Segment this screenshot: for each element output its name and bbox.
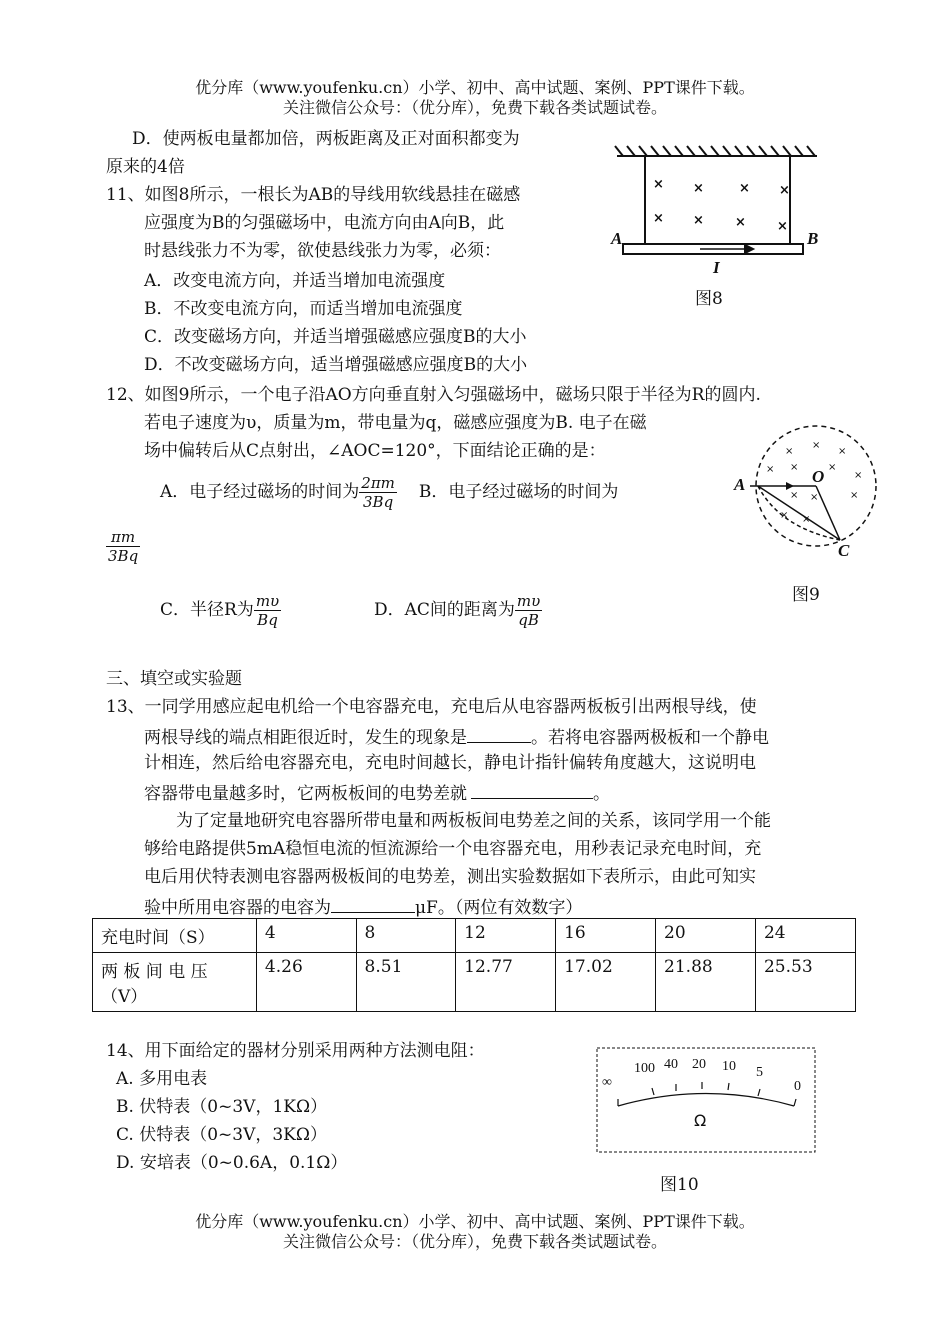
q12-option-b-text: B．电子经过磁场的时间为 [418, 482, 619, 502]
q13-line-4 [144, 780, 610, 805]
fig9-label-a: A [734, 475, 746, 494]
q13-line-4-post: 。 [593, 784, 610, 804]
q13-line-8-pre: 验中所用电容器的电容为 [144, 898, 331, 918]
q12-option-c-fraction [254, 592, 281, 629]
q10-option-d-line-2: 原来的4倍 [106, 157, 185, 177]
fig10-unit-omega: Ω [694, 1111, 707, 1130]
q13-line-6: 够给电路提供5mA稳恒电流的恒流源给一个电容器充电，用秒表记录充电时间，充 [144, 839, 762, 859]
figure-9-diagram [730, 418, 890, 563]
q11-stem-line-2: 应强度为B的匀强磁场中，电流方向由A向B，此 [144, 213, 505, 233]
fig9-mark: × [766, 464, 775, 475]
fig10-scale-40: 40 [664, 1057, 678, 1072]
fig10-scale-5: 5 [756, 1065, 763, 1080]
q12-option-b-fraction-wrap [106, 528, 140, 565]
table-row [93, 953, 856, 1012]
q12-option-a-fraction [359, 474, 397, 511]
q10-option-d-line-1: D．使两板电量都加倍，两板距离及正对面积都变为 [132, 129, 520, 149]
table-cell: 4 [256, 919, 356, 953]
fig8-label-b: B [807, 229, 819, 248]
q12-option-c [160, 588, 281, 632]
fig10-scale-100: 100 [634, 1061, 655, 1076]
q11-option-d: D．不改变磁场方向，适当增强磁感应强度B的大小 [144, 355, 528, 375]
fig8-mark: × [735, 215, 746, 230]
q11-option-b: B．不改变电流方向，而适当增加电流强度 [144, 299, 463, 319]
q13-line-8 [144, 894, 582, 919]
figure-8-diagram [605, 140, 830, 275]
q14-stem: 14、用下面给定的器材分别采用两种方法测电阻： [106, 1041, 485, 1061]
q12-option-d-denominator: qB [518, 610, 539, 629]
fig9-label-c: C [838, 541, 850, 560]
table-cell: 12.77 [456, 953, 556, 1012]
fig9-label-o: O [812, 467, 825, 486]
table-cell: 4.26 [256, 953, 356, 1012]
q12-option-d-numerator: mυ [516, 591, 541, 610]
q12-option-b-numerator: πm [106, 528, 140, 547]
figure-9-caption: 图9 [792, 585, 820, 605]
q12-stem-line-2: 若电子速度为υ，质量为m，带电量为q，磁感应强度为B. 电子在磁 [144, 413, 647, 433]
fig9-mark: × [838, 446, 847, 457]
q12-option-a-numerator: 2πm [361, 473, 395, 492]
q12-option-b-fraction [106, 528, 140, 565]
fig8-mark: × [653, 211, 664, 226]
q13-line-2-pre: 两根导线的端点相距很近时，发生的现象是 [144, 728, 467, 748]
q14-option-d: D. 安培表（0~0.6A，0.1Ω） [116, 1153, 348, 1173]
fig8-mark: × [693, 181, 704, 196]
q11-stem-line-3: 时悬线张力不为零，欲使悬线张力为零，必须： [144, 241, 501, 261]
table-row-header-line-2: （V） [101, 987, 148, 1007]
header-line-2: 关注微信公众号：（优分库），免费下载各类试题试卷。 [282, 98, 667, 117]
q11-option-c: C．改变磁场方向，并适当增强磁感应强度B的大小 [144, 327, 527, 347]
fig9-mark: × [790, 490, 799, 501]
table-cell: 21.88 [656, 953, 756, 1012]
figure-8-caption: 图8 [695, 289, 723, 309]
fig9-mark: × [780, 510, 789, 521]
q13-line-3: 计相连，然后给电容器充电，充电时间越长，静电计指针偏转角度越大，这说明电 [144, 753, 756, 773]
fig8-mark: × [739, 181, 750, 196]
fig9-mark: × [828, 462, 837, 473]
q12-option-a-denominator: 3Bq [363, 492, 394, 511]
q13-line-8-post: μF。（两位有效数字） [415, 898, 583, 918]
q12-option-d [374, 588, 542, 632]
fig8-mark: × [779, 183, 790, 198]
q13-line-5: 为了定量地研究电容器所带电量和两板板间电势差之间的关系，该同学用一个能 [176, 811, 771, 831]
fig8-label-i: I [713, 258, 720, 275]
q12-stem-line-1: 12、如图9所示，一个电子沿AO方向垂直射入匀强磁场中，磁场只限于半径为R的圆内. [106, 385, 761, 405]
q12-stem-line-3: 场中偏转后从C点射出，∠AOC=120°，下面结论正确的是： [144, 441, 606, 461]
table-cell: 17.02 [556, 953, 656, 1012]
table-cell: 25.53 [755, 953, 855, 1012]
fig9-mark: × [790, 462, 799, 473]
q11-stem-line-1: 11、如图8所示，一根长为AB的导线用软线悬挂在磁感 [106, 185, 521, 205]
q13-blank-2[interactable] [471, 780, 593, 799]
fig9-mark: × [854, 470, 863, 481]
q11-option-a: A．改变电流方向，并适当增加电流强度 [144, 271, 446, 291]
q14-option-c: C. 伏特表（0~3V，3KΩ） [116, 1125, 327, 1145]
fig10-scale-infinity: ∞ [602, 1075, 612, 1090]
q14-option-b: B. 伏特表（0~3V，1KΩ） [116, 1097, 328, 1117]
q13-blank-3[interactable] [331, 894, 415, 913]
footer-line-2: 关注微信公众号：（优分库），免费下载各类试题试卷。 [282, 1232, 667, 1251]
q13-line-4-pre: 容器带电量越多时，它两板板间的电势差就 [144, 784, 467, 804]
table-cell: 16 [556, 919, 656, 953]
q12-option-c-text: C．半径R为 [160, 600, 254, 620]
fig10-scale-0: 0 [794, 1079, 801, 1094]
data-table [92, 918, 856, 1012]
q12-option-a [160, 470, 618, 514]
table-cell: 12 [456, 919, 556, 953]
q13-line-2-post: 。若将电容器两极板和一个静电 [531, 728, 769, 748]
q12-option-b-denominator: 3Bq [108, 547, 139, 565]
q12-option-d-fraction [515, 592, 542, 629]
fig9-mark: × [812, 440, 821, 451]
table-row-header: 充电时间（S） [93, 919, 257, 953]
fig9-mark: × [802, 514, 811, 525]
table-cell: 8 [356, 919, 456, 953]
fig8-mark: × [653, 177, 664, 192]
table-row-header [93, 953, 257, 1012]
table-row [93, 919, 856, 953]
table-cell: 20 [656, 919, 756, 953]
q12-option-c-denominator: Bq [257, 610, 278, 629]
header-line-1: 优分库（www.youfenku.cn）小学、初中、高中试题、案例、PPT课件下载。 [195, 78, 755, 97]
fig10-scale-10: 10 [722, 1059, 736, 1074]
q13-line-1: 13、一同学用感应起电机给一个电容器充电，充电后从电容器两板板引出两根导线，使 [106, 697, 757, 717]
q14-option-a: A. 多用电表 [116, 1069, 208, 1089]
fig9-mark: × [850, 490, 859, 501]
table-cell: 8.51 [356, 953, 456, 1012]
q12-option-a-text: A．电子经过磁场的时间为 [160, 482, 360, 502]
fig9-mark: × [785, 446, 794, 457]
figure-10-caption: 图10 [660, 1175, 699, 1195]
q13-blank-1[interactable] [467, 724, 531, 743]
q13-line-7: 电后用伏特表测电容器两极板间的电势差，测出实验数据如下表所示，由此可知实 [144, 867, 756, 887]
figure-10-ohmmeter-scale [596, 1046, 818, 1156]
fig9-mark: × [810, 492, 819, 503]
table-row-header-line-1: 两 板 间 电 压 [101, 962, 208, 982]
fig8-mark: × [693, 213, 704, 228]
footer-line-1: 优分库（www.youfenku.cn）小学、初中、高中试题、案例、PPT课件下载。 [195, 1212, 755, 1231]
q13-line-2 [144, 724, 769, 749]
fig8-label-a: A [611, 229, 623, 248]
fig10-scale-20: 20 [692, 1057, 706, 1072]
table-cell: 24 [755, 919, 855, 953]
q12-option-d-text: D．AC间的距离为 [374, 600, 515, 620]
q12-option-c-numerator: mυ [255, 591, 280, 610]
section-3-title: 三、填空或实验题 [106, 669, 242, 689]
fig8-mark: × [777, 219, 788, 234]
